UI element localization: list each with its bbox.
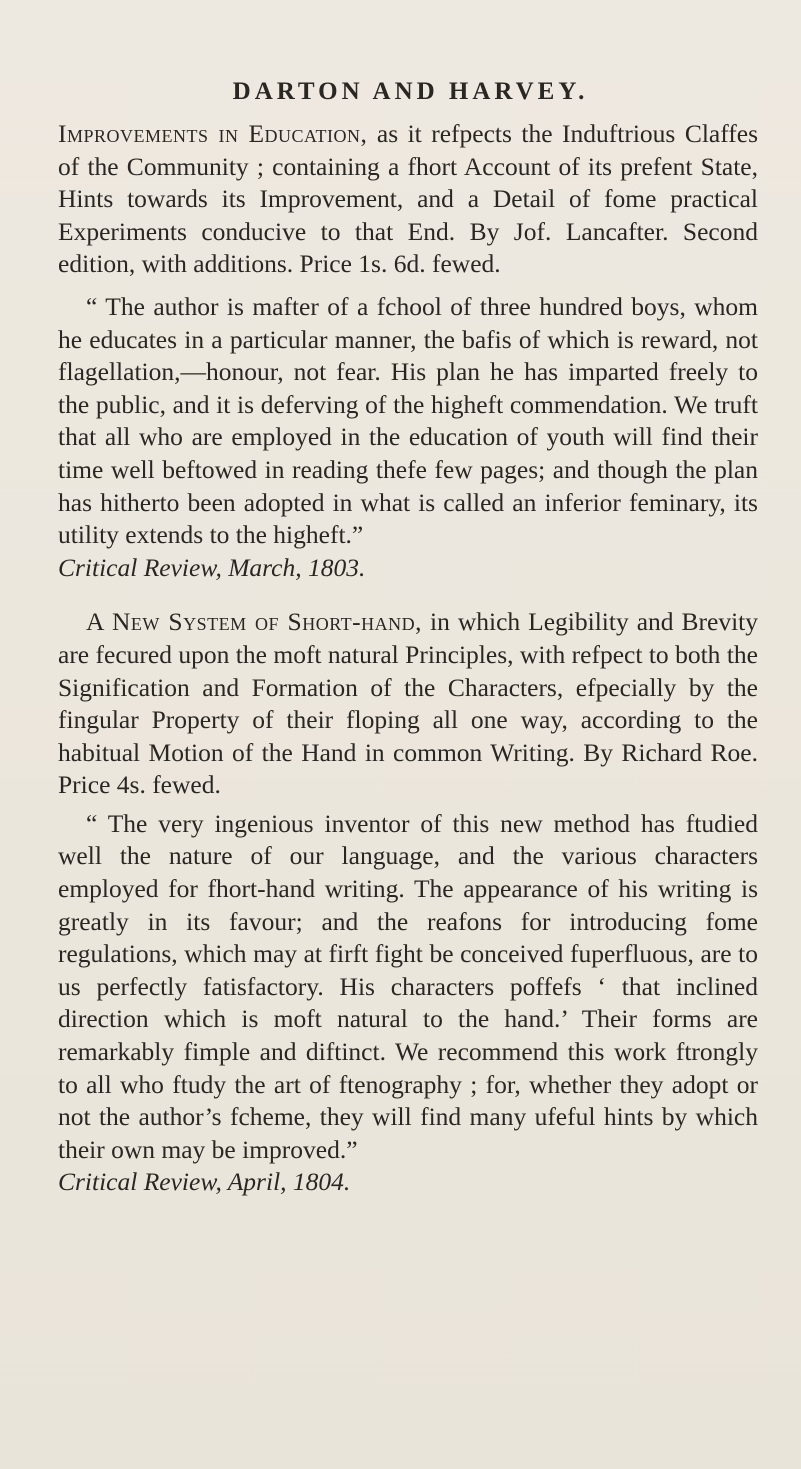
review-source: Critical Review, March, 1803. <box>58 552 366 582</box>
review-quote: “ The very ingenious inventor of this new method has ftudied well the nature of our language, and the various characters employed for fhort-hand writing. The appearance of his writing is greatly in its favour; and the reafons for introducing fome regulations, which may at firft fight be conceived fuperfluous, are to us perfectly fatisfactory. His characters poffefs ‘ that inclined direction which is moft natural to the hand.’ Their forms are remarkably fimple and diftinct. We recommend this work ftrongly to all who ftudy the art of ftenography ; for, whether they adopt or not the author’s fcheme, they will find many ufeful hints by which their own may be improved.” <box>58 808 758 1164</box>
entry-description <box>58 118 758 281</box>
entry-description-text: in which Legibility and Brevity are fecured upon the moft natural Principles, with refpect to both the Signification and Formation of the Characters, efpecially by the fingular Property of their floping all one way, according to the habitual Motion of the Hand in common Writing. By Richard Roe. Price 4s. fewed. <box>58 607 758 800</box>
entry-education <box>58 118 758 584</box>
running-header: DARTON AND HARVEY. <box>232 78 589 105</box>
entry-title: A New System of Short-hand, <box>86 607 423 637</box>
entry-description-text: as it refpects the Induftrious Claffes of the Community ; containing a fhort Account of its prefent State, Hints towards its Improvement, and a Detail of fome practical Experiments conducive to that End. By Jof. Lancafter. Second edition, with additions. Price 1s. 6d. fewed. <box>58 119 758 279</box>
page-content <box>58 118 758 1199</box>
entry-shorthand <box>58 606 758 1199</box>
review-source: Critical Review, April, 1804. <box>58 1167 351 1197</box>
entry-title: Improvements in Education, <box>58 119 368 148</box>
review-quote: “ The author is mafter of a fchool of three hundred boys, whom he educates in a particular manner, the bafis of which is reward, not flagellation,—honour, not fear. His plan he has imparted freely to the public, and it is deferving of the higheft commendation. We truft that all who are employed in the education of youth will find their time well beftowed in reading thefe few pages; and though the plan has hitherto been adopted in what is called an inferior feminary, its utility extends to the higheft.” <box>58 291 758 550</box>
entry-description <box>58 606 758 802</box>
